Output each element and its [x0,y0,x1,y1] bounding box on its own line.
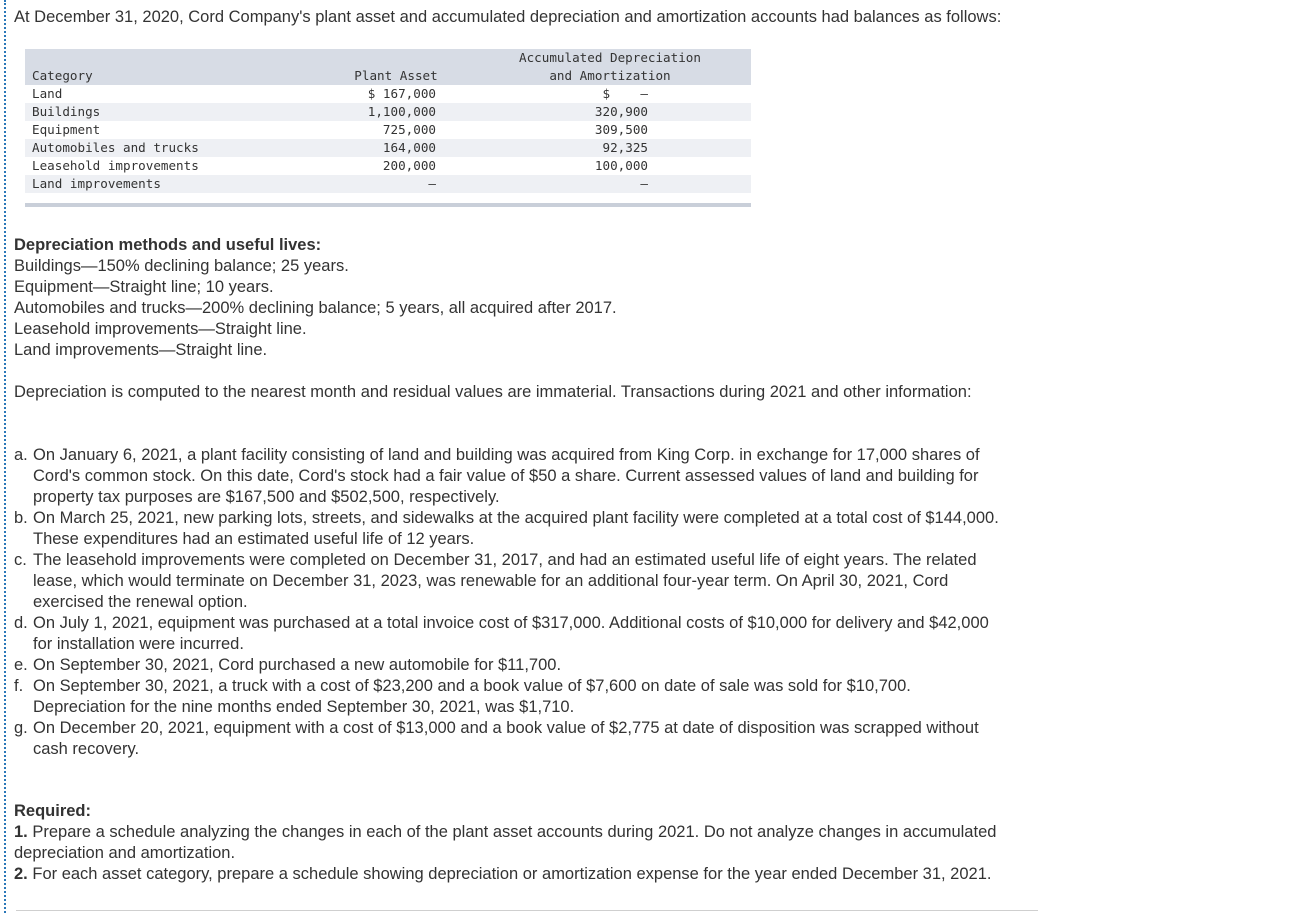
transactions-list [14,445,1144,760]
transaction-item [14,718,1144,760]
method-line: Buildings—150% declining balance; 25 years. [14,257,349,275]
transaction-line: On January 6, 2021, a plant facility consisting of land and building was acquired from King Corp. in exchange for 17,000 shares of [33,446,980,464]
transaction-line: exercised the renewal option. [33,593,248,611]
cell-category: Land improvements [32,176,161,191]
required-line: depreciation and amortization. [14,844,236,862]
transaction-line: Cord's common stock. On this date, Cord's stock had a fair value of $50 a share. Current assessed values of land and building for [33,467,979,485]
transaction-item [14,508,1144,550]
required-item [14,864,996,885]
table-row [25,121,751,139]
cell-plant-asset: 200,000 [382,158,436,173]
header-plant-asset: Plant Asset [354,68,438,83]
transaction-line: On December 20, 2021, equipment with a cost of $13,000 and a book value of $2,775 at date of disposition was scrapped without [33,719,979,737]
cell-plant-asset: 725,000 [382,122,436,137]
table-footer-rule [25,203,751,207]
cell-plant-asset: 1,100,000 [367,104,436,119]
method-line: Equipment—Straight line; 10 years. [14,278,274,296]
transaction-line: These expenditures had an estimated useful life of 12 years. [33,530,475,548]
methods-heading: Depreciation methods and useful lives: [14,236,322,254]
table-row [25,157,751,175]
intro-text: At December 31, 2020, Cord Company's plant asset and accumulated depreciation and amortization accounts had balances as follows: [14,8,1002,26]
cell-category: Automobiles and trucks [32,140,199,155]
header-accumulated [505,49,715,85]
required-line: Prepare a schedule analyzing the changes in each of the plant asset accounts during 2021. Do not analyze changes in accumulated [32,823,997,841]
required-heading: Required: [14,802,92,820]
cell-accumulated: – [640,176,648,191]
transaction-line: On September 30, 2021, Cord purchased a new automobile for $11,700. [33,656,562,674]
transaction-item [14,655,1144,676]
cell-accumulated: 100,000 [594,158,648,173]
transaction-label: e. [14,656,28,674]
required-number: 1. [14,823,28,841]
table-row [25,139,751,157]
method-line: Land improvements—Straight line. [14,341,268,359]
header-accumulated-line2: and Amortization [549,68,671,83]
cell-plant-asset: 164,000 [382,140,436,155]
table-row [25,85,751,103]
cell-category: Equipment [32,122,101,137]
transaction-line: On September 30, 2021, a truck with a cost of $23,200 and a book value of $7,600 on date of sale was sold for $10,700. [33,677,911,695]
transaction-line: for installation were incurred. [33,635,244,653]
transaction-line: cash recovery. [33,740,140,758]
transaction-line: Depreciation for the nine months ended September 30, 2021, was $1,710. [33,698,575,716]
cell-accumulated: 92,325 [602,140,648,155]
transaction-label: f. [14,677,24,695]
table-row [25,103,751,121]
transaction-label: b. [14,509,28,527]
bottom-divider [16,910,1038,911]
cell-accumulated: $ – [602,86,648,101]
method-line: Leasehold improvements—Straight line. [14,320,307,338]
transaction-label: c. [14,551,27,569]
table-row [25,175,751,193]
cell-accumulated: 320,900 [594,104,648,119]
cell-accumulated: 309,500 [594,122,648,137]
cell-plant-asset: $ 167,000 [367,86,436,101]
transaction-line: The leasehold improvements were completed on December 31, 2017, and had an estimated useful life of eight years. The related [33,551,977,569]
transaction-label: g. [14,719,28,737]
transaction-label: a. [14,446,28,464]
transaction-line: On July 1, 2021, equipment was purchased at a total invoice cost of $317,000. Additional costs of $10,000 for delivery and $42,000 [33,614,989,632]
balances-table [25,49,751,207]
transaction-line: On March 25, 2021, new parking lots, streets, and sidewalks at the acquired plant facility were completed at a total cost of $144,000. [33,509,999,527]
transaction-line: property tax purposes are $167,500 and $502,500, respectively. [33,488,500,506]
required-section [14,801,996,885]
transaction-item [14,613,1144,655]
cell-category: Buildings [32,104,101,119]
required-item [14,822,996,843]
header-category: Category [32,68,93,83]
methods-note: Depreciation is computed to the nearest month and residual values are immaterial. Transactions during 2021 and other information: [14,383,972,401]
cell-category: Land [32,86,63,101]
header-accumulated-line1: Accumulated Depreciation [519,50,701,65]
table-header [25,49,751,85]
cell-category: Leasehold improvements [32,158,199,173]
method-line: Automobiles and trucks—200% declining balance; 5 years, all acquired after 2017. [14,299,617,317]
transaction-line: lease, which would terminate on December 31, 2023, was renewable for an additional four-year term. On April 30, 2021, Cord [33,572,949,590]
transaction-label: d. [14,614,28,632]
required-line: For each asset category, prepare a schedule showing depreciation or amortization expense for the year ended December 31, 2021. [32,865,992,883]
transaction-item [14,676,1144,718]
methods-section [14,235,972,403]
required-number: 2. [14,865,28,883]
cell-plant-asset: – [428,176,436,191]
transaction-item [14,550,1144,613]
transaction-item [14,445,1144,508]
